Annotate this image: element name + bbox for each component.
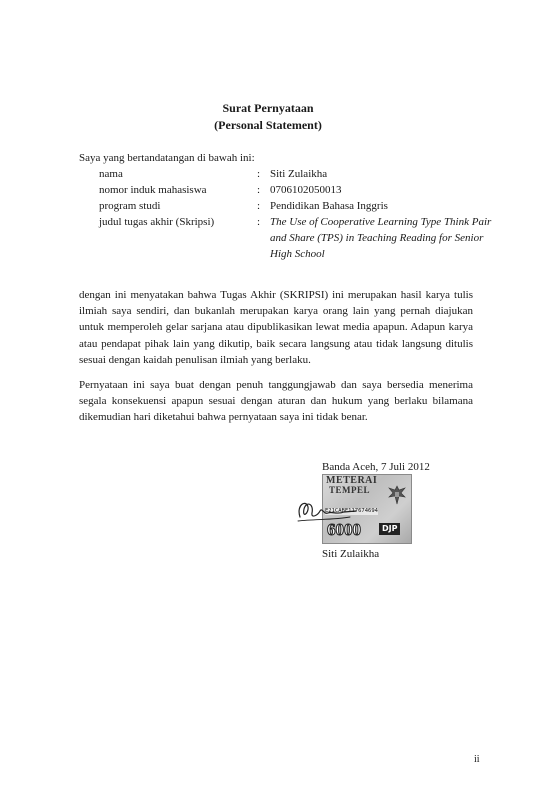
place-date: Banda Aceh, 7 Juli 2012: [322, 461, 430, 473]
document-title: Surat Pernyataan: [222, 101, 314, 115]
statement-paragraph: dengan ini menyatakan bahwa Tugas Akhir (SKRIPSI) ini merupakan hasil karya tulis ilmiah saya sendiri, dan bukanlah merupakan karya orang lain yang pernah diajukan untuk memperoleh gelar sarjana atau dipublikasikan lewat media apapun. Adapun karya atau pendapat pihak lain yang dikutip, baik secara langsung atau tidak langsung ditulis sesuai dengan kaidah penulisan ilmiah yang berlaku.: [79, 289, 473, 366]
signer-name: Siti Zulaikha: [322, 548, 380, 560]
field-row-nama: [99, 166, 492, 182]
field-label: judul tugas akhir (Skripsi): [99, 216, 215, 228]
intro-line: Saya yang bertandatangan di bawah ini:: [79, 152, 255, 164]
stamp-serial: E21CABF117674694: [325, 508, 378, 514]
field-value: 0706102050013: [270, 184, 342, 196]
responsibility-paragraph: Pernyataan ini saya buat dengan penuh tanggungjawab dan saya bersedia menerima segala konsekuensi apapun sesuai dengan aturan dan hukum yang berlaku bilamana dikemudian hari diketahui bahwa pernyataan saya ini tidak benar.: [79, 379, 473, 424]
field-row-program-studi: [99, 198, 492, 214]
field-row-nim: [99, 182, 492, 198]
field-label: program studi: [99, 200, 161, 212]
field-label: nomor induk mahasiswa: [99, 184, 207, 196]
signature-block: [322, 459, 482, 560]
field-value: Pendidikan Bahasa Inggris: [270, 200, 388, 212]
title-block: [0, 100, 536, 134]
field-row-judul: [99, 214, 492, 262]
garuda-emblem-icon: [385, 483, 409, 507]
stamp-value: 6000: [327, 520, 361, 539]
stamp-badge: DJP: [379, 523, 400, 535]
field-colon: :: [257, 184, 261, 196]
handwritten-signature: [294, 495, 364, 525]
stamp-line2: TEMPEL: [329, 485, 371, 495]
field-label: nama: [99, 168, 123, 180]
page-number: ii: [474, 754, 480, 765]
stamp-line1: METERAI: [326, 475, 378, 486]
field-colon: :: [257, 168, 261, 180]
document-subtitle: (Personal Statement): [214, 118, 322, 132]
thesis-title: The Use of Cooperative Learning Type Think Pair and Share (TPS) in Teaching Reading for Senior High School: [270, 216, 492, 260]
identity-fields: [99, 166, 492, 262]
field-colon: :: [257, 216, 261, 228]
field-value: Siti Zulaikha: [270, 168, 328, 180]
field-colon: :: [257, 200, 261, 212]
